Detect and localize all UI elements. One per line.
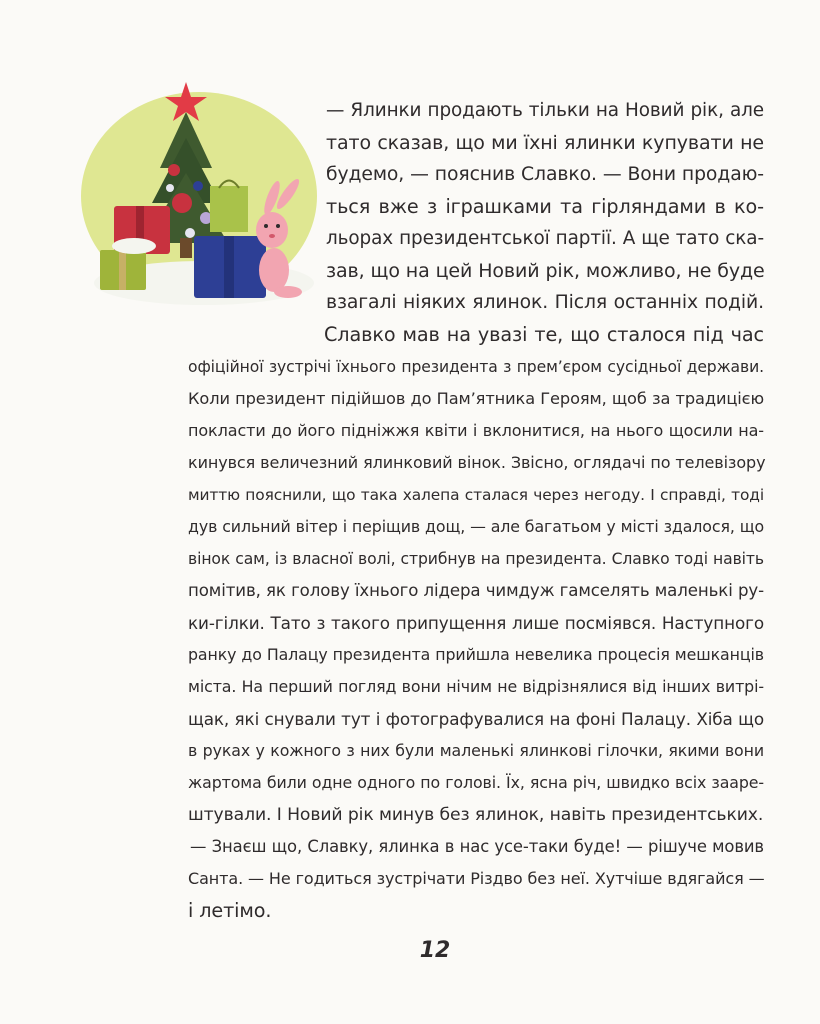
gift-bag-icon bbox=[210, 181, 248, 233]
text-line: кинувся величезний ялинковий вінок. Звісно, оглядачі по телевізору bbox=[188, 453, 766, 472]
text-line: Коли президент підійшов до Пам’ятника Героям, щоб за традицією bbox=[188, 389, 764, 408]
text-line: тато сказав, що ми їхні ялинки купувати не bbox=[326, 132, 764, 154]
text-line: покласти до його підніжжя квіти і вклонитися, на нього щосили на- bbox=[188, 421, 764, 440]
text-line: щак, які снували тут і фотографувалися на фоні Палацу. Хіба що bbox=[188, 709, 764, 729]
text-line: вінок сам, із власної волі, стрибнув на президента. Славко тоді навіть bbox=[188, 550, 764, 568]
text-line: штували. І Новий рік минув без ялинок, навіть президентських. bbox=[188, 805, 764, 825]
text-line: і летімо. bbox=[188, 899, 272, 922]
text-line: миттю пояснили, що така халепа сталася через негоду. І справді, тоді bbox=[188, 486, 764, 504]
text-line: жартома били одне одного по голові. Їх, ясна річ, швидко всіх зааре- bbox=[188, 773, 764, 792]
text-line: взагалі ніяких ялинок. Після останніх подій. bbox=[326, 292, 764, 313]
text-line: в руках у кожного з них були маленькі ялинкові гілочки, якими вони bbox=[188, 741, 764, 760]
text-line: міста. На перший погляд вони нічим не відрізнялися від інших витрі- bbox=[188, 677, 764, 696]
text-line: помітив, як голову їхнього лідера чимдуж гамселять маленькі ру- bbox=[188, 581, 764, 600]
text-line: ться вже з іграшками та гірляндами в ко- bbox=[326, 195, 764, 218]
text-line: зав, що на цей Новий рік, можливо, не буде bbox=[326, 260, 765, 282]
text-line: дув сильний вітер і періщив дощ, — але багатьом у місті здалося, що bbox=[188, 517, 765, 536]
christmas-illustration bbox=[74, 78, 324, 310]
page-number: 12 bbox=[419, 938, 451, 963]
text-line: Санта. — Не годиться зустрічати Різдво без неї. Хутчіше вдягайся — bbox=[188, 869, 765, 888]
text-line: будемо, — пояснив Славко. — Вони продаю- bbox=[326, 164, 764, 185]
text-line: Славко мав на увазі те, що сталося під час bbox=[324, 323, 764, 346]
text-line: ки-гілки. Тато з такого припущення лише посміявся. Наступного bbox=[188, 613, 764, 633]
text-line: ранку до Палацу президента прийшла невелика процесія мешканців bbox=[188, 645, 764, 664]
text-line: — Знаєш що, Славку, ялинка в нас усе-таки буде! — рішуче мовив bbox=[190, 837, 764, 856]
text-line: офіційної зустрічі їхнього президента з прем’єром сусідньої держави. bbox=[188, 358, 764, 376]
text-line: — Ялинки продають тільки на Новий рік, але bbox=[326, 100, 764, 121]
text-line: льорах президентської партії. А ще тато ска- bbox=[326, 228, 764, 249]
